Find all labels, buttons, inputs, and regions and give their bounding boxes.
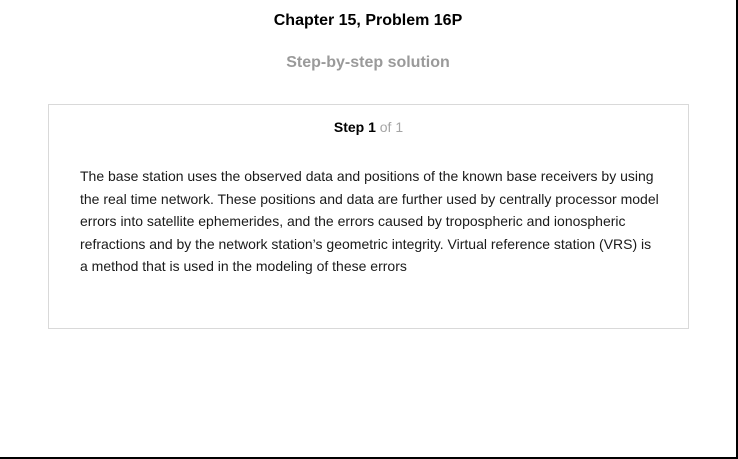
step-header	[49, 119, 688, 135]
step-number: Step 1	[333, 119, 376, 135]
solution-subtitle: Step-by-step solution	[286, 54, 450, 71]
step-body-text: The base station uses the observed data and positions of the known base receivers by using the real time network. These positions and data are further used by centrally processor model errors into satellite ephemerides, and the errors caused by tropospheric and ionospheric refractions and by the network station’s geometric integrity. Virtual reference station (VRS) is a method that is used in the modeling of these errors	[80, 168, 659, 274]
chapter-title: Chapter 15, Problem 16P	[273, 12, 463, 29]
step-card	[48, 104, 689, 329]
step-total: of 1	[379, 119, 404, 135]
